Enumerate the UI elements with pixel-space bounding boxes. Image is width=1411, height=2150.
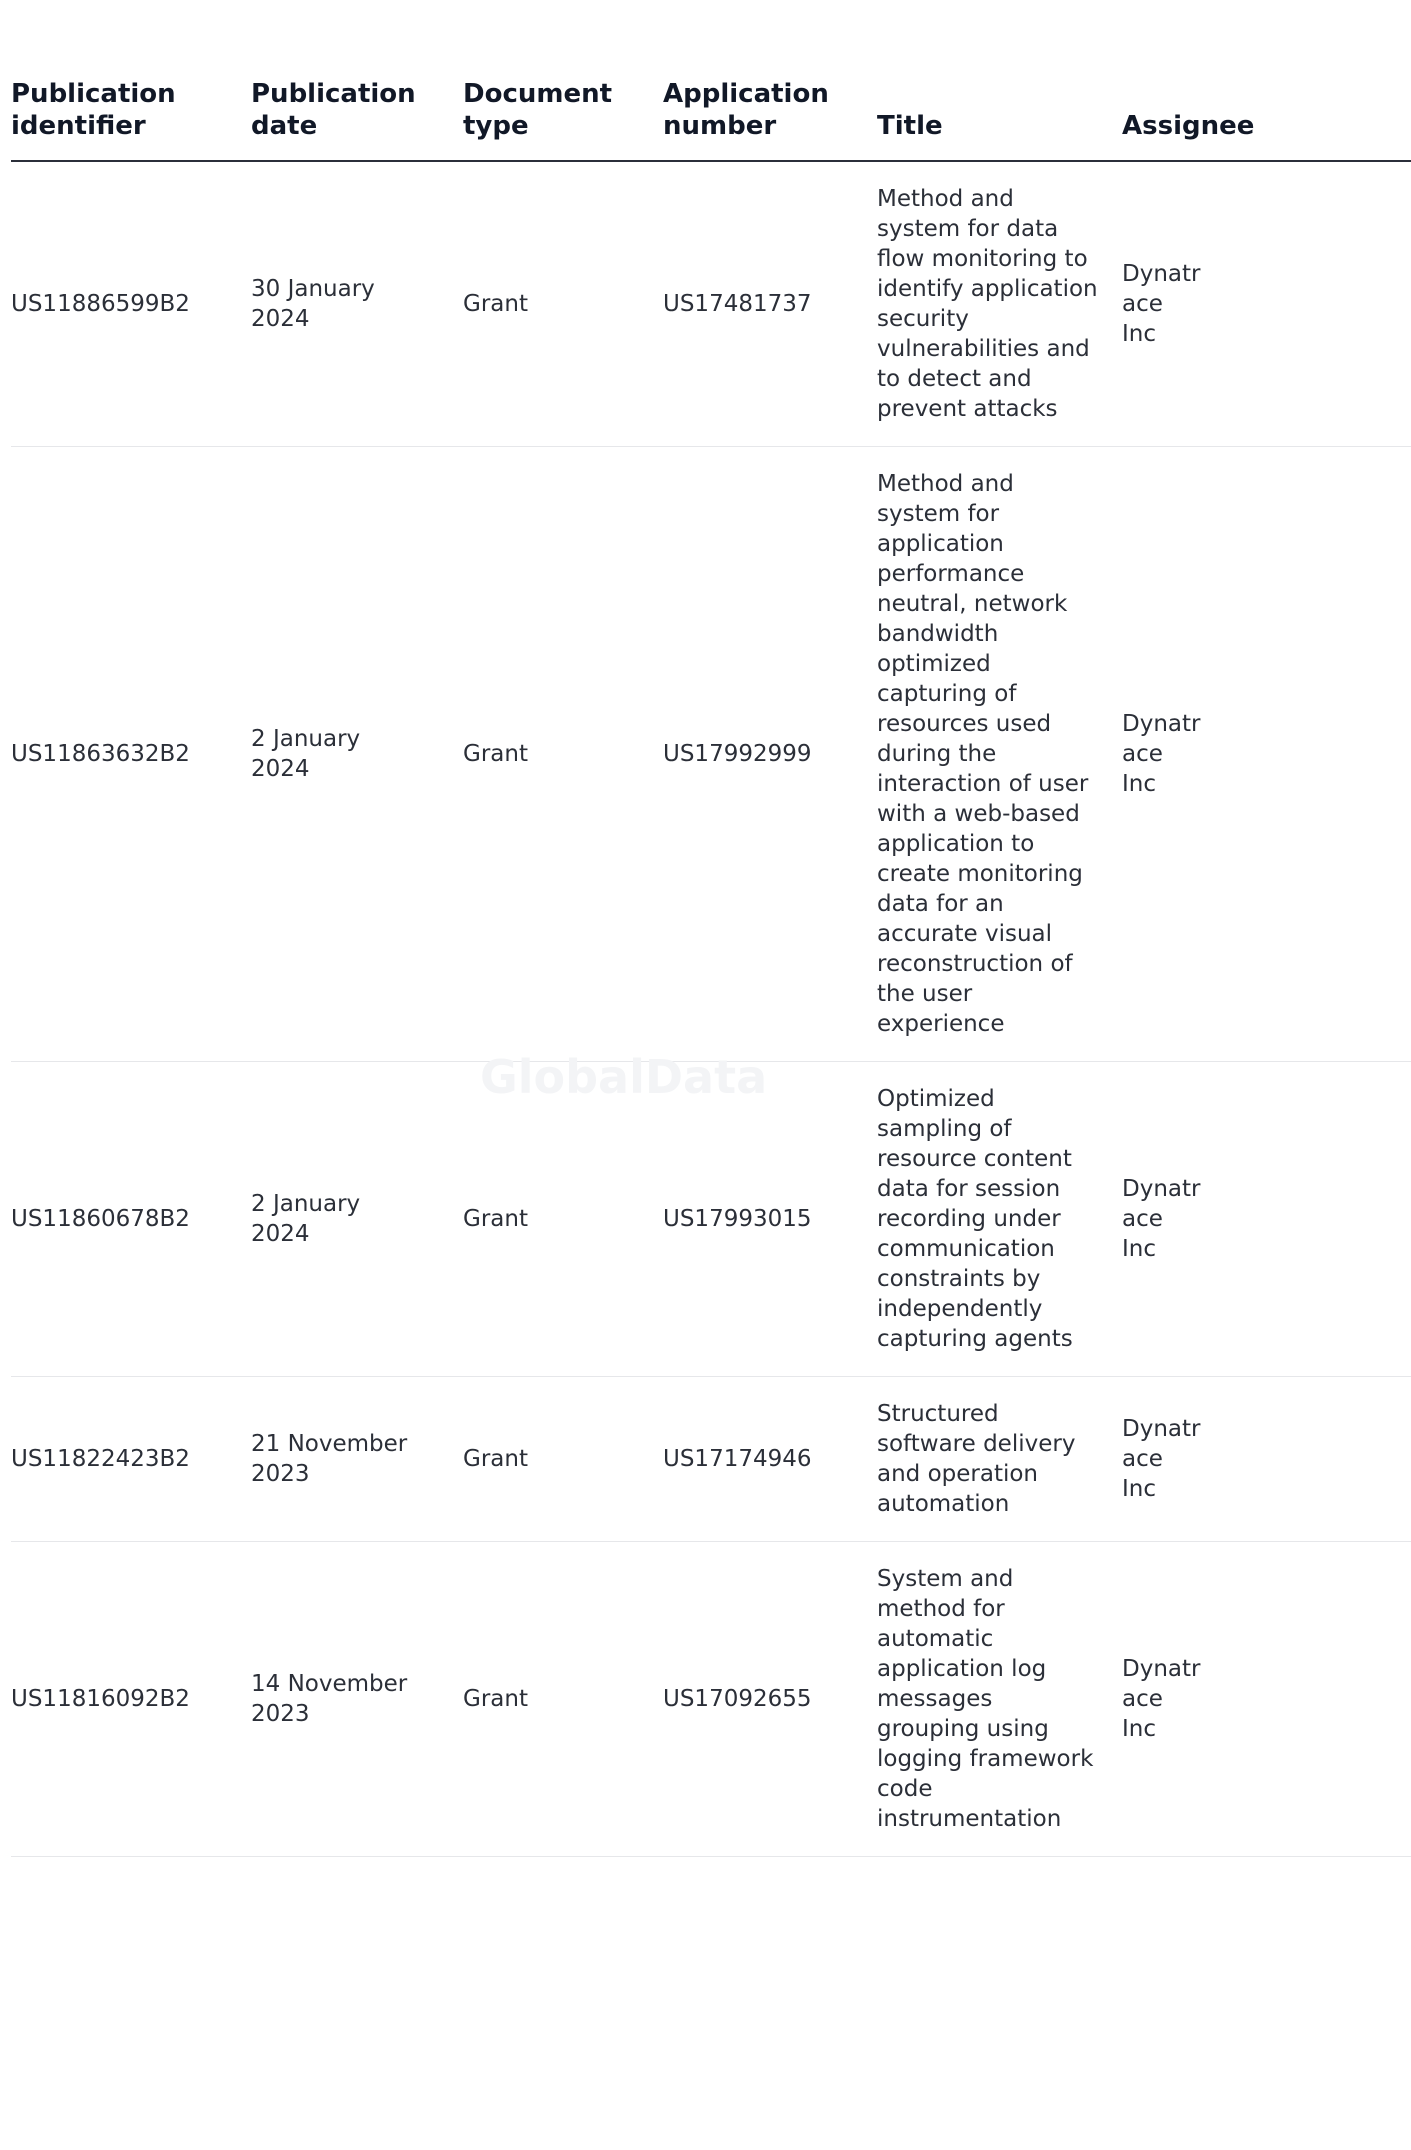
cell-assignee: [1122, 1062, 1411, 1377]
cell-publication-identifier: US11860678B2: [11, 1062, 251, 1377]
table-header: [11, 78, 1411, 161]
cell-application-number: US17992999: [663, 447, 877, 1062]
table-row: [11, 1377, 1411, 1542]
header-row: [11, 78, 1411, 161]
assignee-text: Dynatrace Inc: [1122, 711, 1201, 797]
cell-publication-identifier: US11886599B2: [11, 161, 251, 447]
cell-application-number: US17174946: [663, 1377, 877, 1542]
cell-assignee: [1122, 1542, 1411, 1857]
cell-title: System and method for automatic application log messages grouping using logging framework code instrumentation: [877, 1542, 1122, 1857]
assignee-text: Dynatrace Inc: [1122, 1416, 1201, 1502]
cell-title: Structured software delivery and operation automation: [877, 1377, 1122, 1542]
cell-publication-identifier: US11863632B2: [11, 447, 251, 1062]
cell-document-type: Grant: [463, 1377, 663, 1542]
cell-title: Method and system for data flow monitoring to identify application security vulnerabilities and to detect and prevent attacks: [877, 161, 1122, 447]
watermark: GlobalData: [480, 1050, 768, 1104]
cell-publication-date: 2 January 2024: [251, 1062, 463, 1377]
table-row: [11, 447, 1411, 1062]
assignee-text: Dynatrace Inc: [1122, 1656, 1201, 1742]
cell-application-number: US17481737: [663, 161, 877, 447]
assignee-text: Dynatrace Inc: [1122, 261, 1201, 347]
cell-assignee: [1122, 1377, 1411, 1542]
cell-publication-date: 14 November 2023: [251, 1542, 463, 1857]
table-row: [11, 161, 1411, 447]
cell-title: Optimized sampling of resource content data for session recording under communication constraints by independently capturing agents: [877, 1062, 1122, 1377]
cell-application-number: US17092655: [663, 1542, 877, 1857]
cell-assignee: [1122, 447, 1411, 1062]
table-row: [11, 1542, 1411, 1857]
column-header-application-number[interactable]: Application number: [663, 78, 877, 161]
cell-title: Method and system for application performance neutral, network bandwidth optimized capturing of resources used during the interaction of user with a web-based application to create monitoring data for an accurate visual reconstruction of the user experience: [877, 447, 1122, 1062]
patent-table: [11, 78, 1411, 1857]
cell-publication-identifier: US11816092B2: [11, 1542, 251, 1857]
cell-document-type: Grant: [463, 447, 663, 1062]
cell-publication-date: 21 November 2023: [251, 1377, 463, 1542]
column-header-document-type[interactable]: Document type: [463, 78, 663, 161]
cell-document-type: Grant: [463, 1542, 663, 1857]
column-header-assignee[interactable]: Assignee: [1122, 78, 1411, 161]
cell-assignee: [1122, 161, 1411, 447]
cell-publication-date: 2 January 2024: [251, 447, 463, 1062]
table-body: [11, 161, 1411, 1857]
assignee-text: Dynatrace Inc: [1122, 1176, 1201, 1262]
cell-publication-date: 30 January 2024: [251, 161, 463, 447]
cell-document-type: Grant: [463, 161, 663, 447]
table-row: [11, 1062, 1411, 1377]
cell-document-type: Grant: [463, 1062, 663, 1377]
cell-publication-identifier: US11822423B2: [11, 1377, 251, 1542]
column-header-publication-date[interactable]: Publication date: [251, 78, 463, 161]
column-header-title[interactable]: Title: [877, 78, 1122, 161]
cell-application-number: US17993015: [663, 1062, 877, 1377]
column-header-publication-identifier[interactable]: Publication identifier: [11, 78, 251, 161]
